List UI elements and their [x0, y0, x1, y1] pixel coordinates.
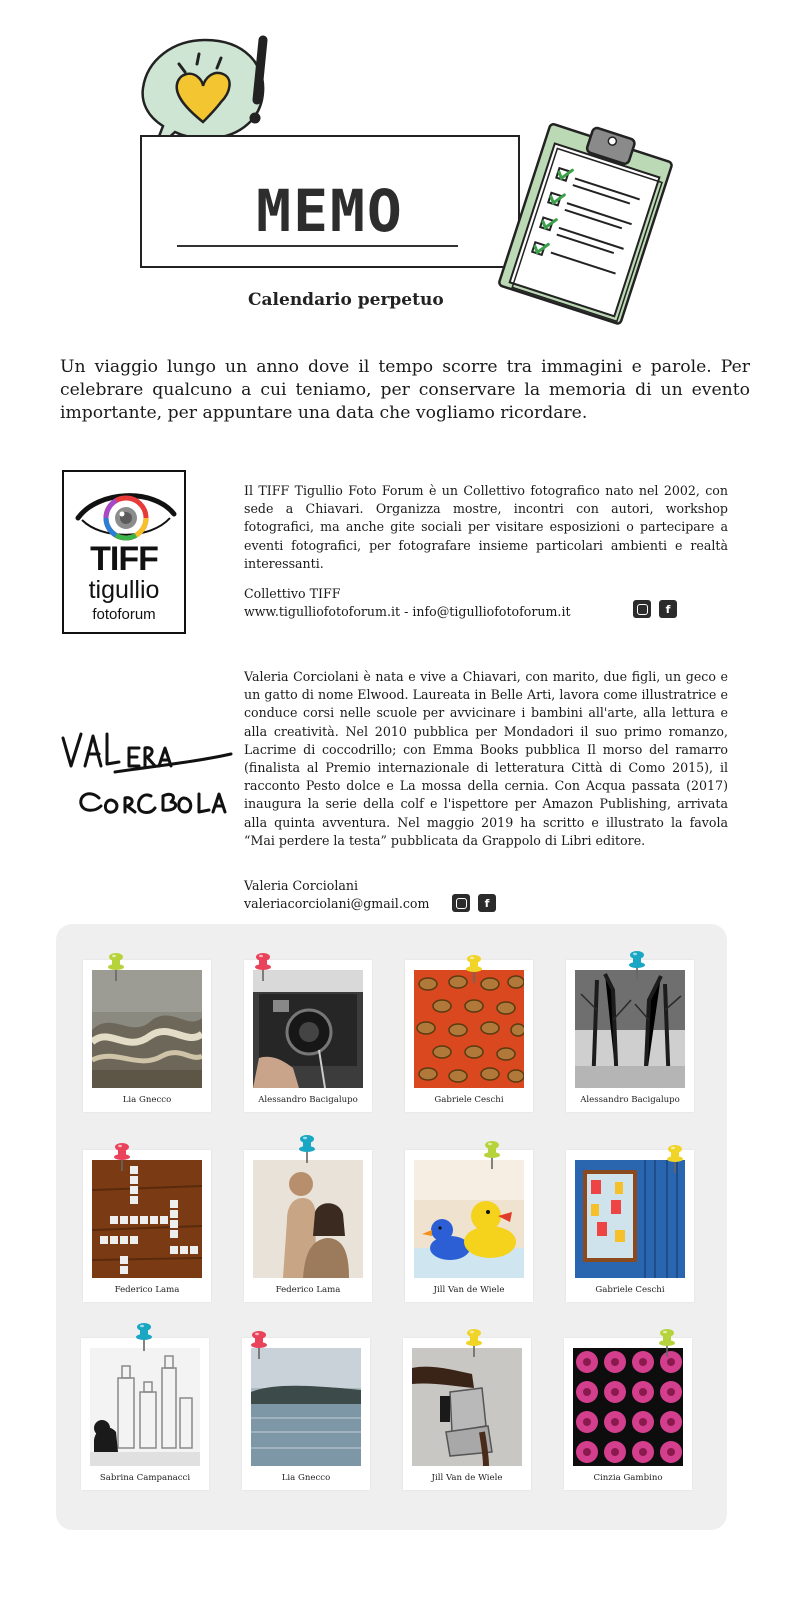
photo-card[interactable]: [405, 1150, 533, 1302]
pushpin-icon: [463, 954, 485, 984]
header: [0, 0, 800, 340]
pushpin-icon: [296, 1134, 318, 1164]
page-title: MEMO: [256, 177, 404, 245]
signature-image: [55, 720, 235, 840]
photo-card[interactable]: [564, 1338, 692, 1490]
photo-lake: [251, 1348, 361, 1466]
pushpin-icon: [248, 1330, 270, 1360]
facebook-icon[interactable]: f: [659, 600, 677, 618]
photo-caption: Gabriele Ceschi: [595, 1285, 665, 1295]
pushpin-icon: [252, 952, 274, 982]
tiff-contact-links[interactable]: www.tigulliofotoforum.it - info@tigulliofotoforum.it: [244, 604, 571, 619]
facebook-icon[interactable]: f: [478, 894, 496, 912]
photo-mannequins: [253, 1160, 363, 1278]
logo-text-fotoforum: fotoforum: [92, 606, 156, 623]
photo-caption: Jill Van de Wiele: [433, 1285, 505, 1295]
memo-title-box: [140, 135, 520, 268]
tiff-contact-name: Collettivo TIFF: [244, 586, 341, 601]
valeria-contact-name: Valeria Corciolani: [244, 878, 359, 893]
photo-caption: Federico Lama: [114, 1285, 180, 1295]
logo-text-tiff: TIFF: [90, 540, 158, 578]
pushpin-icon: [105, 952, 127, 982]
photo-scrabble: [92, 1160, 202, 1278]
photo-card[interactable]: [566, 960, 694, 1112]
photo-caption: Lia Gnecco: [281, 1473, 331, 1483]
photo-frogs: [414, 970, 524, 1088]
pushpin-icon: [626, 950, 648, 980]
photo-card[interactable]: [83, 1150, 211, 1302]
photo-window: [575, 1160, 685, 1278]
pushpin-icon: [133, 1322, 155, 1352]
photo-caption: Alessandro Bacigalupo: [258, 1095, 358, 1105]
logo-text-tigullio: tigullio: [88, 576, 160, 604]
pushpin-icon: [463, 1328, 485, 1358]
photo-caption: Alessandro Bacigalupo: [580, 1095, 680, 1105]
photo-caption: Lia Gnecco: [122, 1095, 172, 1105]
tiff-logo: [62, 470, 186, 634]
photo-waves: [92, 970, 202, 1088]
photo-card[interactable]: [403, 1338, 531, 1490]
photo-card[interactable]: [566, 1150, 694, 1302]
photo-camera: [253, 970, 363, 1088]
subtitle: Calendario perpetuo: [248, 290, 444, 310]
photo-card[interactable]: [244, 1150, 372, 1302]
photo-ducks: [414, 1160, 524, 1278]
valeria-social-links: [452, 894, 496, 912]
photo-caption: Cinzia Gambino: [593, 1473, 663, 1483]
photo-card[interactable]: [83, 960, 211, 1112]
photo-moka: [412, 1348, 522, 1466]
photo-card[interactable]: [405, 960, 533, 1112]
photo-caption: Jill Van de Wiele: [431, 1473, 503, 1483]
clipboard-checklist-icon: [490, 120, 675, 335]
photo-gallery: [56, 924, 727, 1530]
photo-caption: Federico Lama: [275, 1285, 341, 1295]
valeria-description: Valeria Corciolani è nata e vive a Chiavari, con marito, due figli, un geco e un gatto di nome Elwood. Laureata in Belle Arti, lavora come illustratrice e conduce corsi nelle scuole per avvicinare i bambini all'arte, alla lettura e alla creatività. Nel 2010 pubblica per Mondadori il suo primo romanzo, Lacrime di coccodrillo; con Emma Books pubblica Il morso del ramarro (finalista al Premio internazionale di letteratura Città di Como 2015), il racconto Pesto dolce e La mossa della cernia. Con Acqua passata (2017) inaugura la serie della colf e l'ispettore per Amazon Publishing, arrivata alla quinta avventura. Nel maggio 2019 ha scritto e illustrato la favola “Mai perdere la testa” pubblicata da Grappolo di Libri editore.: [244, 669, 728, 848]
pushpin-icon: [481, 1140, 503, 1170]
instagram-icon[interactable]: [452, 894, 470, 912]
photo-card[interactable]: [81, 1338, 209, 1490]
photo-trees: [575, 970, 685, 1088]
intro-paragraph: Un viaggio lungo un anno dove il tempo scorre tra immagini e parole. Per celebrare qualcuno a cui teniamo, per conservare la memoria di un evento importante, per appuntare una data che vogliamo ricordare.: [60, 357, 750, 423]
signature-text: VALERIA CORCIOLANI: [55, 720, 67, 721]
pushpin-icon: [111, 1142, 133, 1172]
pushpin-icon: [664, 1144, 686, 1174]
photo-bottles: [90, 1348, 200, 1466]
photo-pink-dots: [573, 1348, 683, 1466]
tiff-description: Il TIFF Tigullio Foto Forum è un Collettivo fotografico nato nel 2002, con sede a Chiavari. Organizza mostre, incontri con autori, workshop fotografici, ma anche gite sociali per visitare esposizioni o partecipare a eventi fotografici, per fotografare insieme particolari ambienti e realtà interessanti.: [244, 483, 728, 571]
tiff-social-links: [633, 600, 677, 618]
photo-caption: Sabrina Campanacci: [99, 1473, 191, 1483]
eye-logo-icon: [74, 484, 178, 544]
title-underline: [177, 245, 458, 247]
pushpin-icon: [656, 1328, 678, 1358]
valeria-email[interactable]: valeriacorciolani@gmail.com: [244, 896, 430, 911]
instagram-icon[interactable]: [633, 600, 651, 618]
photo-card[interactable]: [242, 1338, 370, 1490]
photo-caption: Gabriele Ceschi: [434, 1095, 504, 1105]
photo-card[interactable]: [244, 960, 372, 1112]
